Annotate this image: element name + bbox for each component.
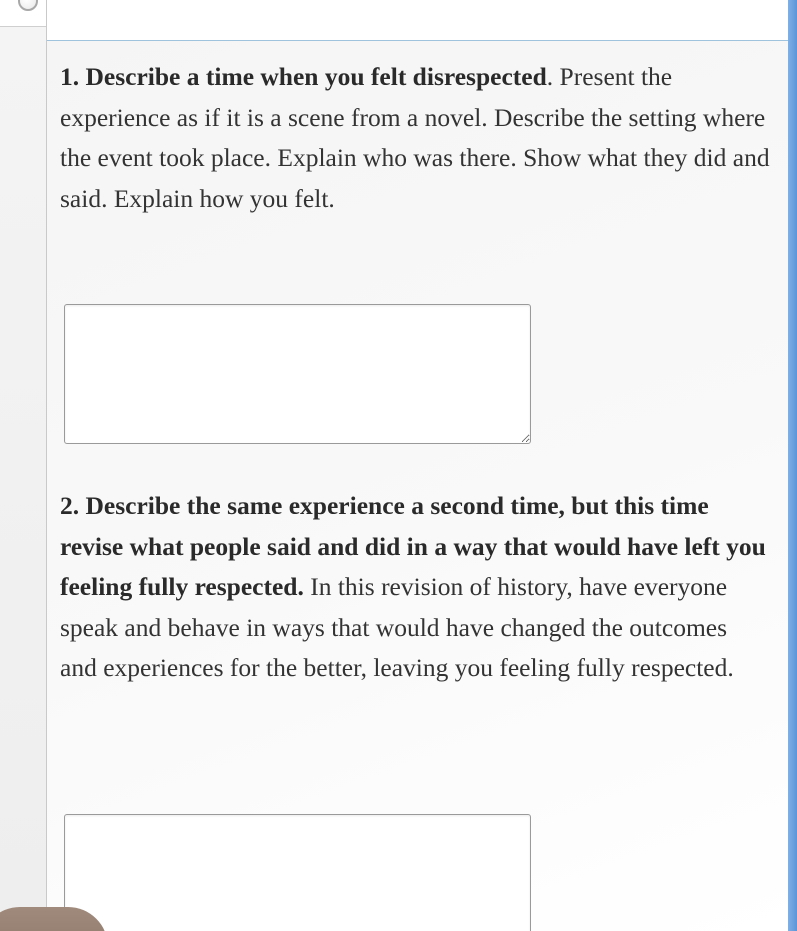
question-1 xyxy=(60,57,770,219)
question-2-answer-field[interactable] xyxy=(64,814,531,931)
question-1-prompt: Describe a time when you felt disrespected xyxy=(85,62,547,91)
question-1-answer-field[interactable] xyxy=(64,304,531,444)
left-margin-column xyxy=(0,0,46,931)
radio-button-icon[interactable] xyxy=(18,0,38,11)
question-1-instructions: Present the experience as if it is a scene from a novel. Describe the setting where the event took place. Explain who was there. Show what they did and said. Explain how you felt. xyxy=(60,62,770,213)
header-row xyxy=(47,0,788,41)
question-1-prompt-suffix: . xyxy=(546,62,554,91)
question-2-instructions: In this revision of history, have everyone speak and behave in ways that would have changed the outcomes and experiences for the better, leaving you feeling fully respected. xyxy=(60,572,734,682)
question-2-prompt: Describe the same experience a second time, but this time revise what people said and did in a way that would have left you feeling fully respected. xyxy=(60,491,766,601)
left-margin-header-cell xyxy=(0,0,46,27)
question-2-number: 2. xyxy=(60,491,80,520)
question-2 xyxy=(60,486,770,689)
right-accent-bar xyxy=(788,0,797,931)
question-1-number: 1. xyxy=(60,62,80,91)
